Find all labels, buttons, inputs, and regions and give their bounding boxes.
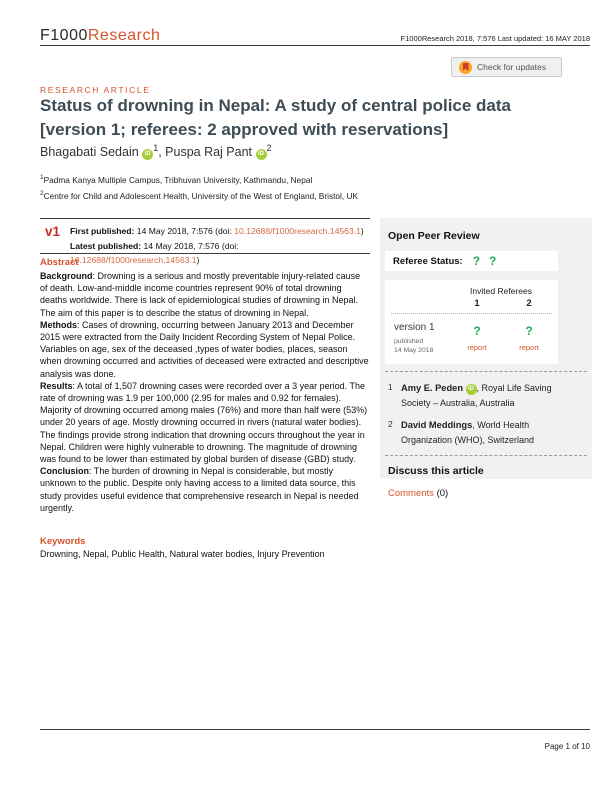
referee-list bbox=[380, 372, 592, 447]
latest-published-doi-link[interactable]: 10.12688/f1000research.14563.1 bbox=[69, 255, 197, 265]
abstract-background bbox=[40, 270, 370, 319]
author-separator: , bbox=[158, 145, 166, 160]
abstract-conclusion-label: Conclusion bbox=[40, 466, 89, 477]
invited-referees-label: Invited Referees bbox=[470, 286, 532, 296]
abstract-background-text: : Drowning is a serious and mostly preventable injury-related cause of death. Low-and-middle income countries represent 90% of total drowning deaths worldwide. There is lack of epidemiological studies of drowning in Nepal. The aim of this paper is to describe the status of drowning in Nepal. bbox=[40, 271, 361, 318]
question-mark-icon: ? bbox=[473, 324, 481, 338]
header-divider bbox=[40, 45, 590, 46]
referee-status-marks bbox=[473, 254, 497, 268]
f1000research-logo bbox=[40, 27, 160, 45]
check-for-updates-label: Check for updates bbox=[477, 62, 546, 72]
keywords-heading: Keywords bbox=[40, 536, 86, 547]
open-peer-review-heading: Open Peer Review bbox=[388, 230, 480, 242]
version-badge: v1 bbox=[45, 224, 61, 239]
abstract-body bbox=[40, 270, 370, 514]
title-line-2: [version 1; referees: 2 approved with reservations] bbox=[40, 120, 449, 139]
author-list bbox=[40, 143, 272, 160]
keywords-text: Drowning, Nepal, Public Health, Natural water bodies, Injury Prevention bbox=[40, 549, 325, 559]
abstract-results bbox=[40, 380, 370, 465]
published-date: 14 May 2018 bbox=[394, 347, 434, 354]
list-item bbox=[388, 381, 582, 410]
publication-dates bbox=[69, 224, 370, 265]
open-peer-review-panel bbox=[380, 218, 592, 499]
title-line-1: Status of drowning in Nepal: A study of central police data bbox=[40, 96, 512, 115]
question-mark-icon: ? bbox=[472, 254, 481, 268]
referee-name: David Meddings bbox=[401, 420, 473, 430]
referee-name: Amy E. Peden bbox=[401, 383, 464, 393]
referee-1-report-link[interactable]: report bbox=[467, 343, 487, 352]
abstract-background-label: Background bbox=[40, 271, 93, 281]
abstract-results-text: : A total of 1,507 drowning cases were recorded over a 3 year period. The rate of drowning was 1.9 per 100,000 (2.95 for males and 0.92 for females). Majority of drowning occurred among males (76%) and more than half were (53%) under 20 years of age. Mostly drowning occurred in rivers (natural water bodies). The findings provide strong indication that drowning occurs throughout the year in Nepal. Children were highly vulnerable to drowning. The magnitude of drowning was found to be lower than estimated by global burden of disease (GBD) study. bbox=[40, 380, 368, 465]
abstract-heading: Abstract bbox=[40, 257, 79, 268]
first-published-doi-link[interactable]: 10.12688/f1000research.14563.1 bbox=[234, 226, 361, 236]
comments-line bbox=[380, 477, 592, 510]
first-published-line bbox=[70, 224, 370, 239]
author-affil-sup: 1 bbox=[153, 143, 159, 153]
affiliation-sup: 1 bbox=[40, 174, 44, 181]
orcid-icon[interactable]: iD bbox=[466, 384, 477, 395]
page-title bbox=[40, 94, 520, 142]
orcid-icon[interactable]: iD bbox=[142, 149, 153, 160]
referee-column-headers bbox=[451, 298, 558, 309]
author-name: Puspa Raj Pant bbox=[165, 145, 253, 160]
version-published-info bbox=[394, 337, 451, 355]
abstract-results-label: Results bbox=[40, 380, 73, 391]
logo-f1000-text: F1000 bbox=[40, 27, 88, 44]
affiliation-text: Centre for Child and Adolescent Health, University of the West of England, Bristol, UK bbox=[43, 191, 358, 202]
abstract-methods-text: : Cases of drowning, occurring between January 2013 and December 2015 were extracted from the Daily Incident Recording System of Nepal Police. Variables on age, sex of the deceased ,types of water bodies, places, season when drowning occurred and activities of deceased were extracted and descriptive analysis was done. bbox=[40, 319, 369, 379]
referee-details bbox=[401, 381, 582, 410]
orcid-icon[interactable]: iD bbox=[256, 149, 267, 160]
affiliation-line bbox=[40, 187, 358, 203]
author-name: Bhagabati Sedain bbox=[40, 145, 139, 160]
dotted-divider bbox=[391, 313, 552, 314]
referee-status-strip bbox=[385, 251, 558, 271]
article-type-label: RESEARCH ARTICLE bbox=[40, 85, 151, 95]
discuss-article-heading: Discuss this article bbox=[388, 465, 484, 477]
first-published-label: First published: bbox=[69, 226, 135, 236]
affiliation-text: Padma Kanya Multiple Campus, Tribhuvan University, Kathmandu, Nepal bbox=[43, 174, 313, 185]
referee-column-2: 2 bbox=[526, 298, 532, 309]
affiliation-sup: 2 bbox=[40, 190, 44, 198]
first-published-value: 14 May 2018, 7:576 (doi: bbox=[134, 226, 235, 236]
version-1-row bbox=[385, 322, 558, 355]
question-mark-icon: ? bbox=[489, 254, 497, 268]
latest-published-value: 14 May 2018, 7:576 (doi: bbox=[141, 240, 239, 251]
paren-close: ) bbox=[360, 226, 364, 236]
latest-published-label: Latest published: bbox=[69, 240, 142, 251]
abstract-methods bbox=[40, 319, 370, 380]
referee-affiliation: , Royal Life Saving Society – Australia, Australia bbox=[401, 383, 552, 408]
comments-link[interactable]: Comments bbox=[388, 488, 434, 499]
paren-close: ) bbox=[196, 255, 200, 265]
referee-column-1: 1 bbox=[474, 298, 480, 309]
page-number: Page 1 of 10 bbox=[544, 742, 590, 751]
check-for-updates-button[interactable] bbox=[451, 57, 562, 77]
affiliation-list bbox=[40, 171, 358, 204]
affiliation-line bbox=[40, 171, 358, 187]
referee-1-cell bbox=[451, 322, 503, 355]
abstract-conclusion bbox=[40, 465, 370, 514]
abstract-methods-label: Methods bbox=[40, 319, 77, 330]
referee-affiliation: , World Health Organization (WHO), Switzerland bbox=[401, 420, 535, 445]
version-cell bbox=[385, 322, 451, 355]
logo-research-text: Research bbox=[87, 27, 161, 44]
referee-status-label: Referee Status: bbox=[393, 255, 463, 267]
referee-number: 1 bbox=[388, 382, 393, 392]
published-label: published bbox=[394, 338, 424, 345]
invited-referees-table bbox=[385, 280, 558, 364]
crossmark-icon bbox=[459, 61, 472, 74]
author-affil-sup: 2 bbox=[266, 143, 272, 153]
referee-details bbox=[401, 418, 582, 447]
abstract-conclusion-text: : The burden of drowning in Nepal is considerable, but mostly unknown to the public. Despite only having access to a limited data source, this study provides useful evidence that comprehensive research in Nepal is needed urgently. bbox=[40, 466, 359, 513]
latest-published-line bbox=[70, 239, 370, 268]
version-label: version 1 bbox=[394, 322, 435, 333]
referee-number: 2 bbox=[388, 419, 393, 429]
referee-2-report-link[interactable]: report bbox=[519, 343, 539, 352]
referee-2-cell bbox=[503, 322, 555, 355]
comments-count: (0) bbox=[433, 488, 449, 499]
question-mark-icon: ? bbox=[525, 324, 533, 338]
header-citation: F1000Research 2018, 7:576 Last updated: 16 MAY 2018 bbox=[400, 34, 590, 43]
list-item bbox=[388, 418, 582, 447]
footer-divider bbox=[40, 729, 590, 730]
